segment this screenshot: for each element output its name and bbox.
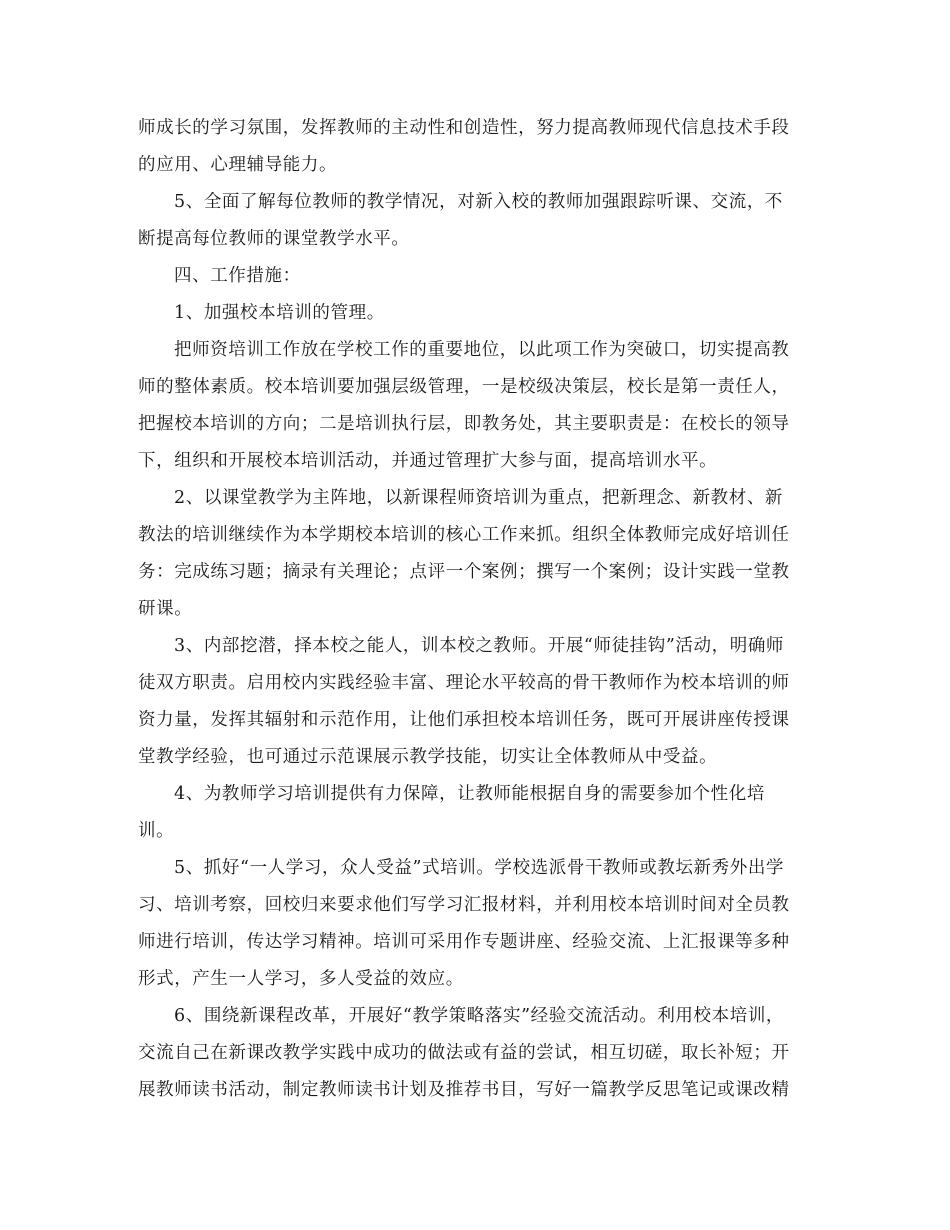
paragraph-start-line: 6、围绕新课程改革，开展好“教学策略落实”经验交流活动。利用校本培训， (174, 1006, 785, 1026)
text-line: 徒双方职责。启用校内实践经验丰富、理论水平较高的骨干教师作为校本培训的师 (138, 673, 790, 693)
text-line: 师进行培训，传达学习精神。培训可采用作专题讲座、经验交流、上汇报课等多种 (138, 932, 790, 952)
text-line: 资力量，发挥其辐射和示范作用，让他们承担校本培训任务，既可开展讲座传授课 (138, 710, 790, 730)
text-line: 习、培训考察，回校归来要求他们写学习汇报材料，并利用校本培训时间对全员教 (138, 895, 790, 915)
paragraph-start-line: 3、内部挖潜，择本校之能人，训本校之教师。开展“师徒挂钩”活动，明确师 (174, 636, 785, 656)
text-line: 交流自己在新课改教学实践中成功的做法或有益的尝试，相互切磋，取长补短；开 (138, 1043, 790, 1063)
paragraph-start-line: 2、以课堂教学为主阵地，以新课程师资培训为重点，把新理念、新教材、新 (174, 488, 784, 508)
document-body (138, 110, 814, 1109)
paragraph-start-line: 把师资培训工作放在学校工作的重要地位，以此项工作为突破口，切实提高教 (174, 340, 790, 360)
text-line: 研课。 (138, 599, 193, 619)
text-line: 师成长的学习氛围，发挥教师的主动性和创造性，努力提高教师现代信息技术手段 (138, 118, 790, 138)
text-line: 师的整体素质。校本培训要加强层级管理，一是校级决策层，校长是第一责任人， (138, 377, 790, 397)
text-line: 断提高每位教师的课堂教学水平。 (138, 229, 410, 249)
text-line: 的应用、心理辅导能力。 (138, 155, 338, 175)
text-line: 堂教学经验，也可通过示范课展示教学技能，切实让全体教师从中受益。 (138, 747, 718, 767)
text-line: 展教师读书活动，制定教师读书计划及推荐书目，写好一篇教学反思笔记或课改精 (138, 1080, 790, 1100)
paragraph-start-line: 5、全面了解每位教师的教学情况，对新入校的教师加强跟踪听课、交流，不 (174, 192, 784, 212)
text-line: 务：完成练习题；摘录有关理论；点评一个案例；撰写一个案例；设计实践一堂教 (138, 562, 790, 582)
text-line: 形式，产生一人学习，多人受益的效应。 (138, 969, 464, 989)
section-heading: 四、工作措施： (174, 266, 301, 286)
text-line: 教法的培训继续作为本学期校本培训的核心工作来抓。组织全体教师完成好培训任 (138, 525, 790, 545)
text-line: 训。 (138, 821, 175, 841)
text-line: 下，组织和开展校本培训活动，并通过管理扩大参与面，提高培训水平。 (138, 451, 718, 471)
paragraph-start-line: 4、为教师学习培训提供有力保障，让教师能根据自身的需要参加个性化培 (174, 784, 765, 804)
subsection-heading: 1、加强校本培训的管理。 (174, 303, 385, 323)
text-line: 把握校本培训的方向；二是培训执行层，即教务处，其主要职责是：在校长的领导 (138, 414, 790, 434)
paragraph-start-line: 5、抓好“一人学习，众人受益”式培训。学校选派骨干教师或教坛新秀外出学 (174, 858, 785, 878)
